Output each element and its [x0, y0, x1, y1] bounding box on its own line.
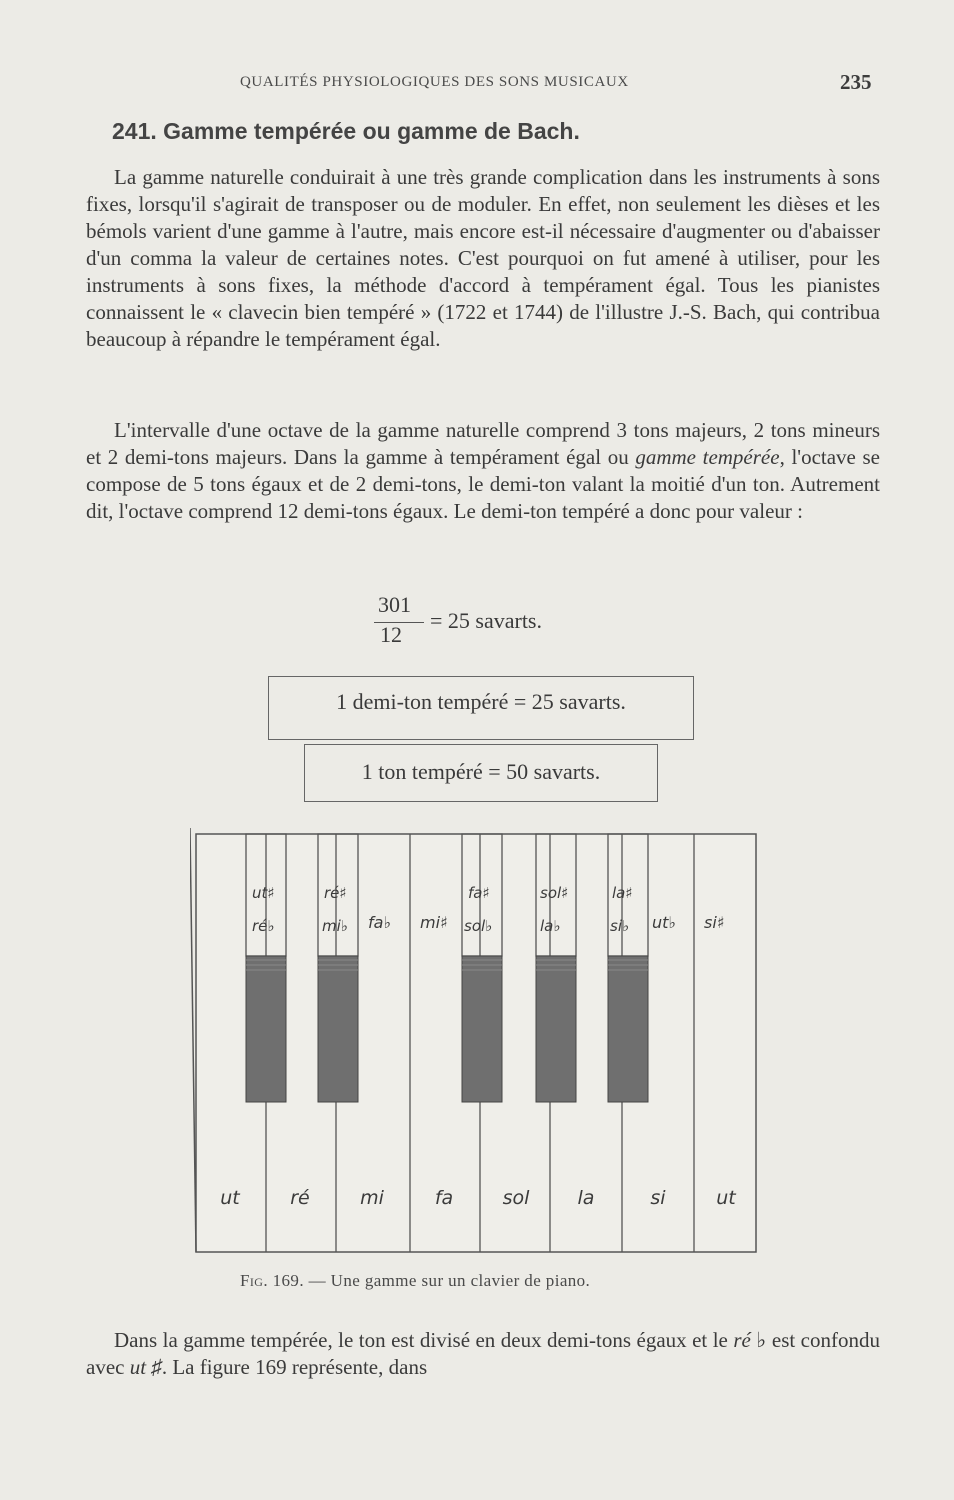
black-key-upper-label: ré♯ — [324, 884, 347, 902]
white-key-label: la — [577, 1187, 595, 1209]
figure-caption-text: — Une gamme sur un clavier de piano. — [303, 1271, 591, 1290]
black-key-lower-label: ré♭ — [252, 917, 275, 935]
white-key-label: fa — [434, 1187, 454, 1209]
figure-label: Fig. 169. — [240, 1271, 304, 1290]
paragraph-octave-intervals — [86, 417, 880, 525]
black-key-upper-label: la♯ — [612, 884, 633, 902]
enharmonic-label: ut♭ — [652, 913, 676, 932]
paragraph-text: L'intervalle d'une octave de la gamme naturelle comprend 3 tons majeurs, 2 tons mineurs et 2 demi-tons majeurs. Dans la gamme à tempérament égal ou — [86, 418, 880, 469]
white-key-label: ut — [716, 1187, 736, 1209]
black-key-lower-label: la♭ — [540, 917, 561, 935]
piano-keyboard-figure — [190, 828, 770, 1258]
white-key-label: mi — [360, 1187, 384, 1209]
paragraph-text: Dans la gamme tempérée, le ton est divisé en deux demi-tons égaux et le — [114, 1328, 734, 1352]
white-key-label: si — [650, 1187, 666, 1209]
black-key-upper-label: sol♯ — [540, 884, 569, 902]
white-key-label: sol — [502, 1187, 530, 1209]
figure-caption — [240, 1271, 590, 1291]
black-key-lower-label: mi♭ — [322, 917, 348, 935]
formula-denominator: 12 — [380, 622, 402, 647]
italic-term: gamme tempérée — [635, 445, 780, 469]
white-key-label: ut — [220, 1187, 240, 1209]
black-key-lower-label: si♭ — [610, 917, 630, 935]
white-key-label: ré — [290, 1187, 310, 1209]
enharmonic-label: fa♭ — [368, 913, 391, 932]
black-key-upper-label: fa♯ — [468, 884, 490, 902]
paragraph-temperament-intro: La gamme naturelle conduirait à une très grande complication dans les instruments à sons fixes, lorsqu'il s'agirait de transposer ou de moduler. En effet, non seulement les dièses et les bémols varient d'une gamme à l'autre, mais encore est-il nécessaire d'augmenter ou d'abaisser d'un comma la valeur de certaines notes. C'est pourquoi on fut amené à utiliser, pour les instruments à sons fixes, la méthode d'accord à tempérament égal. Tous les pianistes connaissent le « clavecin bien tempéré » (1722 et 1744) de l'illustre J.-S. Bach, qui contribua beaucoup à répandre le tempérament égal. — [86, 165, 880, 351]
paragraph-tempered-tone — [86, 1327, 880, 1381]
semitone-value-box — [268, 676, 694, 740]
note-name: ré ♭ — [733, 1328, 767, 1352]
semitone-value-text: 1 demi-ton tempéré = 25 savarts. — [336, 689, 626, 714]
black-key — [536, 956, 576, 1102]
enharmonic-label: si♯ — [704, 913, 725, 932]
page-number: 235 — [840, 70, 872, 94]
black-key — [246, 956, 286, 1102]
note-name: ut ♯ — [129, 1355, 162, 1379]
tone-value-text: 1 ton tempéré = 50 savarts. — [361, 759, 601, 784]
running-title: QUALITÉS PHYSIOLOGIQUES DES SONS MUSICAUX — [240, 74, 629, 90]
formula-numerator: 301 — [378, 592, 411, 617]
black-key — [462, 956, 502, 1102]
paragraph-text: , l'octave se compose de 5 tons égaux et de 2 demi-tons, le demi-ton valant la moitié d'un ton. Autrement dit, l'octave comprend 12 demi-tons égaux. Le demi-ton tempéré a donc pour valeur : — [86, 445, 880, 523]
black-key-lower-label: sol♭ — [464, 917, 493, 935]
black-key-upper-label: ut♯ — [252, 884, 275, 902]
paragraph-text: est confondu avec — [86, 1328, 880, 1379]
keyboard-left-edge — [190, 828, 196, 1252]
paragraph-text: . La figure 169 représente, dans — [161, 1355, 428, 1379]
formula-result: = 25 savarts. — [430, 608, 542, 633]
black-key — [608, 956, 648, 1102]
black-key — [318, 956, 358, 1102]
enharmonic-label: mi♯ — [420, 913, 448, 932]
section-title: 241. Gamme tempérée ou gamme de Bach. — [112, 118, 580, 144]
tone-value-box — [304, 744, 658, 802]
